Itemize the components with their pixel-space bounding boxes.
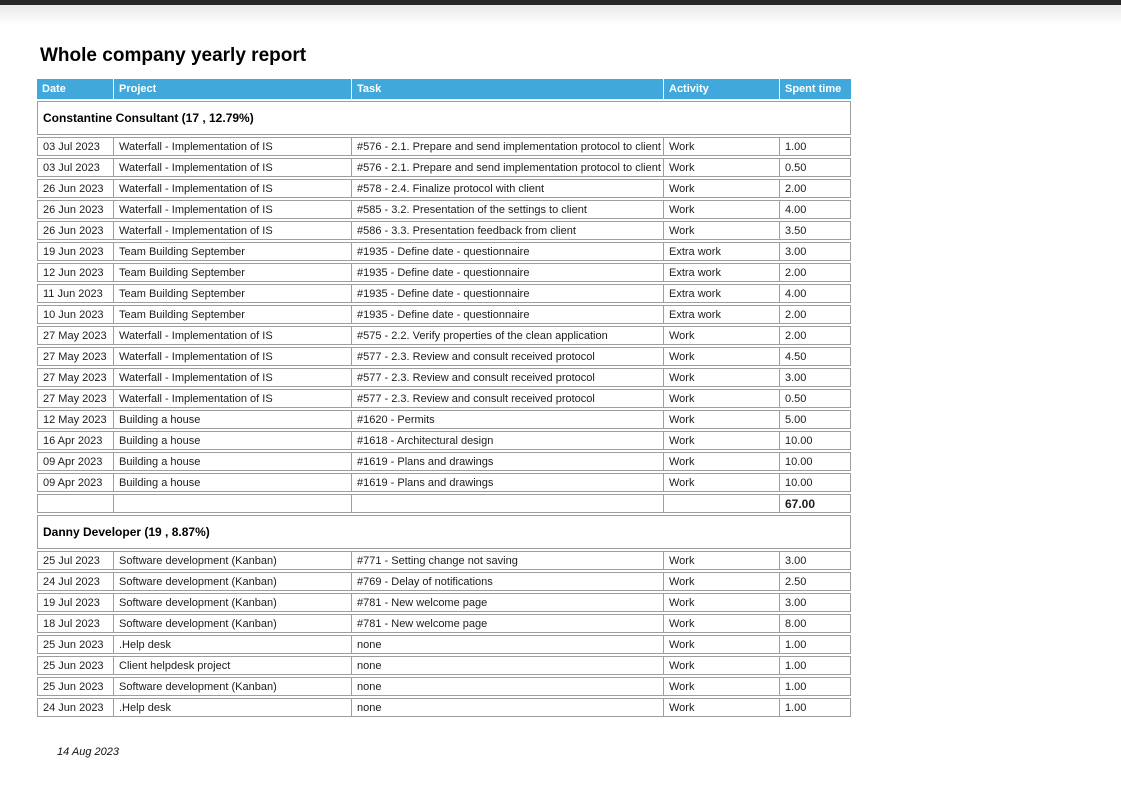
table-row bbox=[37, 635, 851, 654]
cell-empty bbox=[351, 494, 663, 513]
table-row bbox=[37, 368, 851, 387]
cell-project: Waterfall - Implementation of IS bbox=[113, 326, 351, 345]
cell-spent-time: 3.00 bbox=[779, 242, 851, 261]
cell-project: Waterfall - Implementation of IS bbox=[113, 221, 351, 240]
cell-date: 25 Jun 2023 bbox=[37, 677, 113, 696]
cell-spent-time: 2.00 bbox=[779, 263, 851, 282]
cell-task: #1620 - Permits bbox=[351, 410, 663, 429]
cell-project: Team Building September bbox=[113, 242, 351, 261]
cell-project: Building a house bbox=[113, 431, 351, 450]
cell-task: #585 - 3.2. Presentation of the settings to client bbox=[351, 200, 663, 219]
cell-spent-time: 1.00 bbox=[779, 635, 851, 654]
cell-project: Waterfall - Implementation of IS bbox=[113, 347, 351, 366]
header-row bbox=[37, 79, 851, 99]
cell-activity: Work bbox=[663, 221, 779, 240]
group-header-row bbox=[37, 515, 851, 549]
table-row bbox=[37, 389, 851, 408]
cell-activity: Work bbox=[663, 698, 779, 717]
cell-spent-time: 4.00 bbox=[779, 284, 851, 303]
cell-task: none bbox=[351, 635, 663, 654]
cell-spent-time: 8.00 bbox=[779, 614, 851, 633]
column-header-spent-time: Spent time bbox=[779, 79, 851, 99]
cell-activity: Work bbox=[663, 635, 779, 654]
cell-project: Client helpdesk project bbox=[113, 656, 351, 675]
report-generated-date: 14 Aug 2023 bbox=[57, 746, 119, 758]
group-header-label: Constantine Consultant (17 , 12.79%) bbox=[37, 101, 851, 135]
cell-spent-time: 3.50 bbox=[779, 221, 851, 240]
cell-task: #576 - 2.1. Prepare and send implementation protocol to client bbox=[351, 137, 663, 156]
cell-task: #586 - 3.3. Presentation feedback from client bbox=[351, 221, 663, 240]
cell-empty bbox=[113, 494, 351, 513]
cell-activity: Work bbox=[663, 593, 779, 612]
table-body bbox=[37, 101, 851, 717]
table-header bbox=[37, 79, 851, 99]
cell-activity: Work bbox=[663, 452, 779, 471]
cell-project: Waterfall - Implementation of IS bbox=[113, 200, 351, 219]
cell-task: none bbox=[351, 656, 663, 675]
cell-activity: Work bbox=[663, 389, 779, 408]
cell-date: 24 Jul 2023 bbox=[37, 572, 113, 591]
cell-task: none bbox=[351, 677, 663, 696]
cell-date: 11 Jun 2023 bbox=[37, 284, 113, 303]
cell-project: Waterfall - Implementation of IS bbox=[113, 368, 351, 387]
table-row bbox=[37, 410, 851, 429]
cell-project: .Help desk bbox=[113, 698, 351, 717]
cell-activity: Extra work bbox=[663, 305, 779, 324]
cell-activity: Work bbox=[663, 572, 779, 591]
page-title: Whole company yearly report bbox=[40, 45, 307, 66]
group-total-spent-time: 67.00 bbox=[779, 494, 851, 513]
group-header-label: Danny Developer (19 , 8.87%) bbox=[37, 515, 851, 549]
group-header-row bbox=[37, 101, 851, 135]
cell-date: 03 Jul 2023 bbox=[37, 158, 113, 177]
table-row bbox=[37, 221, 851, 240]
table-row bbox=[37, 200, 851, 219]
cell-task: #576 - 2.1. Prepare and send implementation protocol to client bbox=[351, 158, 663, 177]
table-row bbox=[37, 551, 851, 570]
cell-activity: Work bbox=[663, 473, 779, 492]
cell-spent-time: 2.00 bbox=[779, 179, 851, 198]
table-row bbox=[37, 305, 851, 324]
cell-spent-time: 3.00 bbox=[779, 593, 851, 612]
table-row bbox=[37, 677, 851, 696]
table-row bbox=[37, 326, 851, 345]
cell-date: 16 Apr 2023 bbox=[37, 431, 113, 450]
cell-project: Team Building September bbox=[113, 305, 351, 324]
window-top-shadow bbox=[0, 5, 1121, 25]
cell-spent-time: 5.00 bbox=[779, 410, 851, 429]
cell-project: Waterfall - Implementation of IS bbox=[113, 389, 351, 408]
cell-task: #781 - New welcome page bbox=[351, 593, 663, 612]
cell-project: Software development (Kanban) bbox=[113, 551, 351, 570]
table-row bbox=[37, 431, 851, 450]
cell-task: #781 - New welcome page bbox=[351, 614, 663, 633]
group-total-row bbox=[37, 494, 851, 513]
cell-project: Software development (Kanban) bbox=[113, 593, 351, 612]
cell-date: 09 Apr 2023 bbox=[37, 473, 113, 492]
cell-task: #577 - 2.3. Review and consult received protocol bbox=[351, 368, 663, 387]
cell-date: 27 May 2023 bbox=[37, 347, 113, 366]
cell-activity: Extra work bbox=[663, 284, 779, 303]
table-row bbox=[37, 347, 851, 366]
table-row bbox=[37, 614, 851, 633]
cell-date: 27 May 2023 bbox=[37, 368, 113, 387]
cell-date: 27 May 2023 bbox=[37, 389, 113, 408]
table-row bbox=[37, 452, 851, 471]
cell-activity: Extra work bbox=[663, 263, 779, 282]
cell-spent-time: 1.00 bbox=[779, 698, 851, 717]
cell-activity: Work bbox=[663, 179, 779, 198]
table-row bbox=[37, 158, 851, 177]
cell-activity: Work bbox=[663, 200, 779, 219]
cell-date: 19 Jun 2023 bbox=[37, 242, 113, 261]
cell-spent-time: 2.00 bbox=[779, 326, 851, 345]
cell-spent-time: 3.00 bbox=[779, 551, 851, 570]
cell-date: 10 Jun 2023 bbox=[37, 305, 113, 324]
cell-activity: Work bbox=[663, 347, 779, 366]
cell-task: #769 - Delay of notifications bbox=[351, 572, 663, 591]
cell-empty bbox=[37, 494, 113, 513]
cell-date: 03 Jul 2023 bbox=[37, 137, 113, 156]
cell-task: #577 - 2.3. Review and consult received protocol bbox=[351, 347, 663, 366]
cell-project: Team Building September bbox=[113, 263, 351, 282]
cell-project: Software development (Kanban) bbox=[113, 677, 351, 696]
cell-task: #1935 - Define date - questionnaire bbox=[351, 263, 663, 282]
table-row bbox=[37, 698, 851, 717]
cell-activity: Work bbox=[663, 677, 779, 696]
cell-project: Software development (Kanban) bbox=[113, 614, 351, 633]
cell-activity: Work bbox=[663, 614, 779, 633]
cell-date: 26 Jun 2023 bbox=[37, 179, 113, 198]
cell-spent-time: 10.00 bbox=[779, 452, 851, 471]
cell-project: Building a house bbox=[113, 473, 351, 492]
cell-task: #1935 - Define date - questionnaire bbox=[351, 305, 663, 324]
cell-date: 25 Jun 2023 bbox=[37, 656, 113, 675]
cell-spent-time: 4.00 bbox=[779, 200, 851, 219]
cell-project: Building a house bbox=[113, 452, 351, 471]
table-row bbox=[37, 572, 851, 591]
column-header-activity: Activity bbox=[663, 79, 779, 99]
report-page bbox=[0, 45, 1121, 758]
cell-date: 24 Jun 2023 bbox=[37, 698, 113, 717]
cell-task: #1619 - Plans and drawings bbox=[351, 452, 663, 471]
table-row bbox=[37, 179, 851, 198]
cell-task: #1619 - Plans and drawings bbox=[351, 473, 663, 492]
time-report-table bbox=[37, 77, 851, 719]
table-row bbox=[37, 137, 851, 156]
cell-activity: Work bbox=[663, 656, 779, 675]
cell-activity: Work bbox=[663, 551, 779, 570]
cell-date: 19 Jul 2023 bbox=[37, 593, 113, 612]
cell-date: 25 Jun 2023 bbox=[37, 635, 113, 654]
cell-task: #575 - 2.2. Verify properties of the clean application bbox=[351, 326, 663, 345]
cell-project: .Help desk bbox=[113, 635, 351, 654]
table-row bbox=[37, 242, 851, 261]
cell-project: Waterfall - Implementation of IS bbox=[113, 179, 351, 198]
cell-task: #577 - 2.3. Review and consult received protocol bbox=[351, 389, 663, 408]
cell-activity: Extra work bbox=[663, 242, 779, 261]
cell-spent-time: 2.50 bbox=[779, 572, 851, 591]
cell-project: Waterfall - Implementation of IS bbox=[113, 137, 351, 156]
table-row bbox=[37, 656, 851, 675]
cell-date: 27 May 2023 bbox=[37, 326, 113, 345]
cell-spent-time: 10.00 bbox=[779, 473, 851, 492]
cell-activity: Work bbox=[663, 326, 779, 345]
cell-activity: Work bbox=[663, 431, 779, 450]
cell-activity: Work bbox=[663, 137, 779, 156]
cell-task: #1618 - Architectural design bbox=[351, 431, 663, 450]
cell-project: Software development (Kanban) bbox=[113, 572, 351, 591]
cell-project: Team Building September bbox=[113, 284, 351, 303]
cell-activity: Work bbox=[663, 410, 779, 429]
cell-date: 12 May 2023 bbox=[37, 410, 113, 429]
cell-activity: Work bbox=[663, 158, 779, 177]
table-row bbox=[37, 593, 851, 612]
cell-spent-time: 10.00 bbox=[779, 431, 851, 450]
cell-spent-time: 1.00 bbox=[779, 677, 851, 696]
cell-empty bbox=[663, 494, 779, 513]
cell-date: 25 Jul 2023 bbox=[37, 551, 113, 570]
cell-date: 12 Jun 2023 bbox=[37, 263, 113, 282]
cell-date: 26 Jun 2023 bbox=[37, 221, 113, 240]
table-row bbox=[37, 263, 851, 282]
cell-spent-time: 1.00 bbox=[779, 656, 851, 675]
cell-spent-time: 3.00 bbox=[779, 368, 851, 387]
cell-spent-time: 4.50 bbox=[779, 347, 851, 366]
cell-task: #1935 - Define date - questionnaire bbox=[351, 242, 663, 261]
cell-project: Waterfall - Implementation of IS bbox=[113, 158, 351, 177]
table-row bbox=[37, 473, 851, 492]
cell-spent-time: 0.50 bbox=[779, 389, 851, 408]
cell-project: Building a house bbox=[113, 410, 351, 429]
cell-activity: Work bbox=[663, 368, 779, 387]
cell-task: #578 - 2.4. Finalize protocol with client bbox=[351, 179, 663, 198]
column-header-task: Task bbox=[351, 79, 663, 99]
cell-date: 09 Apr 2023 bbox=[37, 452, 113, 471]
cell-spent-time: 0.50 bbox=[779, 158, 851, 177]
cell-task: none bbox=[351, 698, 663, 717]
cell-date: 18 Jul 2023 bbox=[37, 614, 113, 633]
cell-date: 26 Jun 2023 bbox=[37, 200, 113, 219]
cell-spent-time: 1.00 bbox=[779, 137, 851, 156]
column-header-project: Project bbox=[113, 79, 351, 99]
cell-spent-time: 2.00 bbox=[779, 305, 851, 324]
column-header-date: Date bbox=[37, 79, 113, 99]
table-row bbox=[37, 284, 851, 303]
cell-task: #1935 - Define date - questionnaire bbox=[351, 284, 663, 303]
cell-task: #771 - Setting change not saving bbox=[351, 551, 663, 570]
